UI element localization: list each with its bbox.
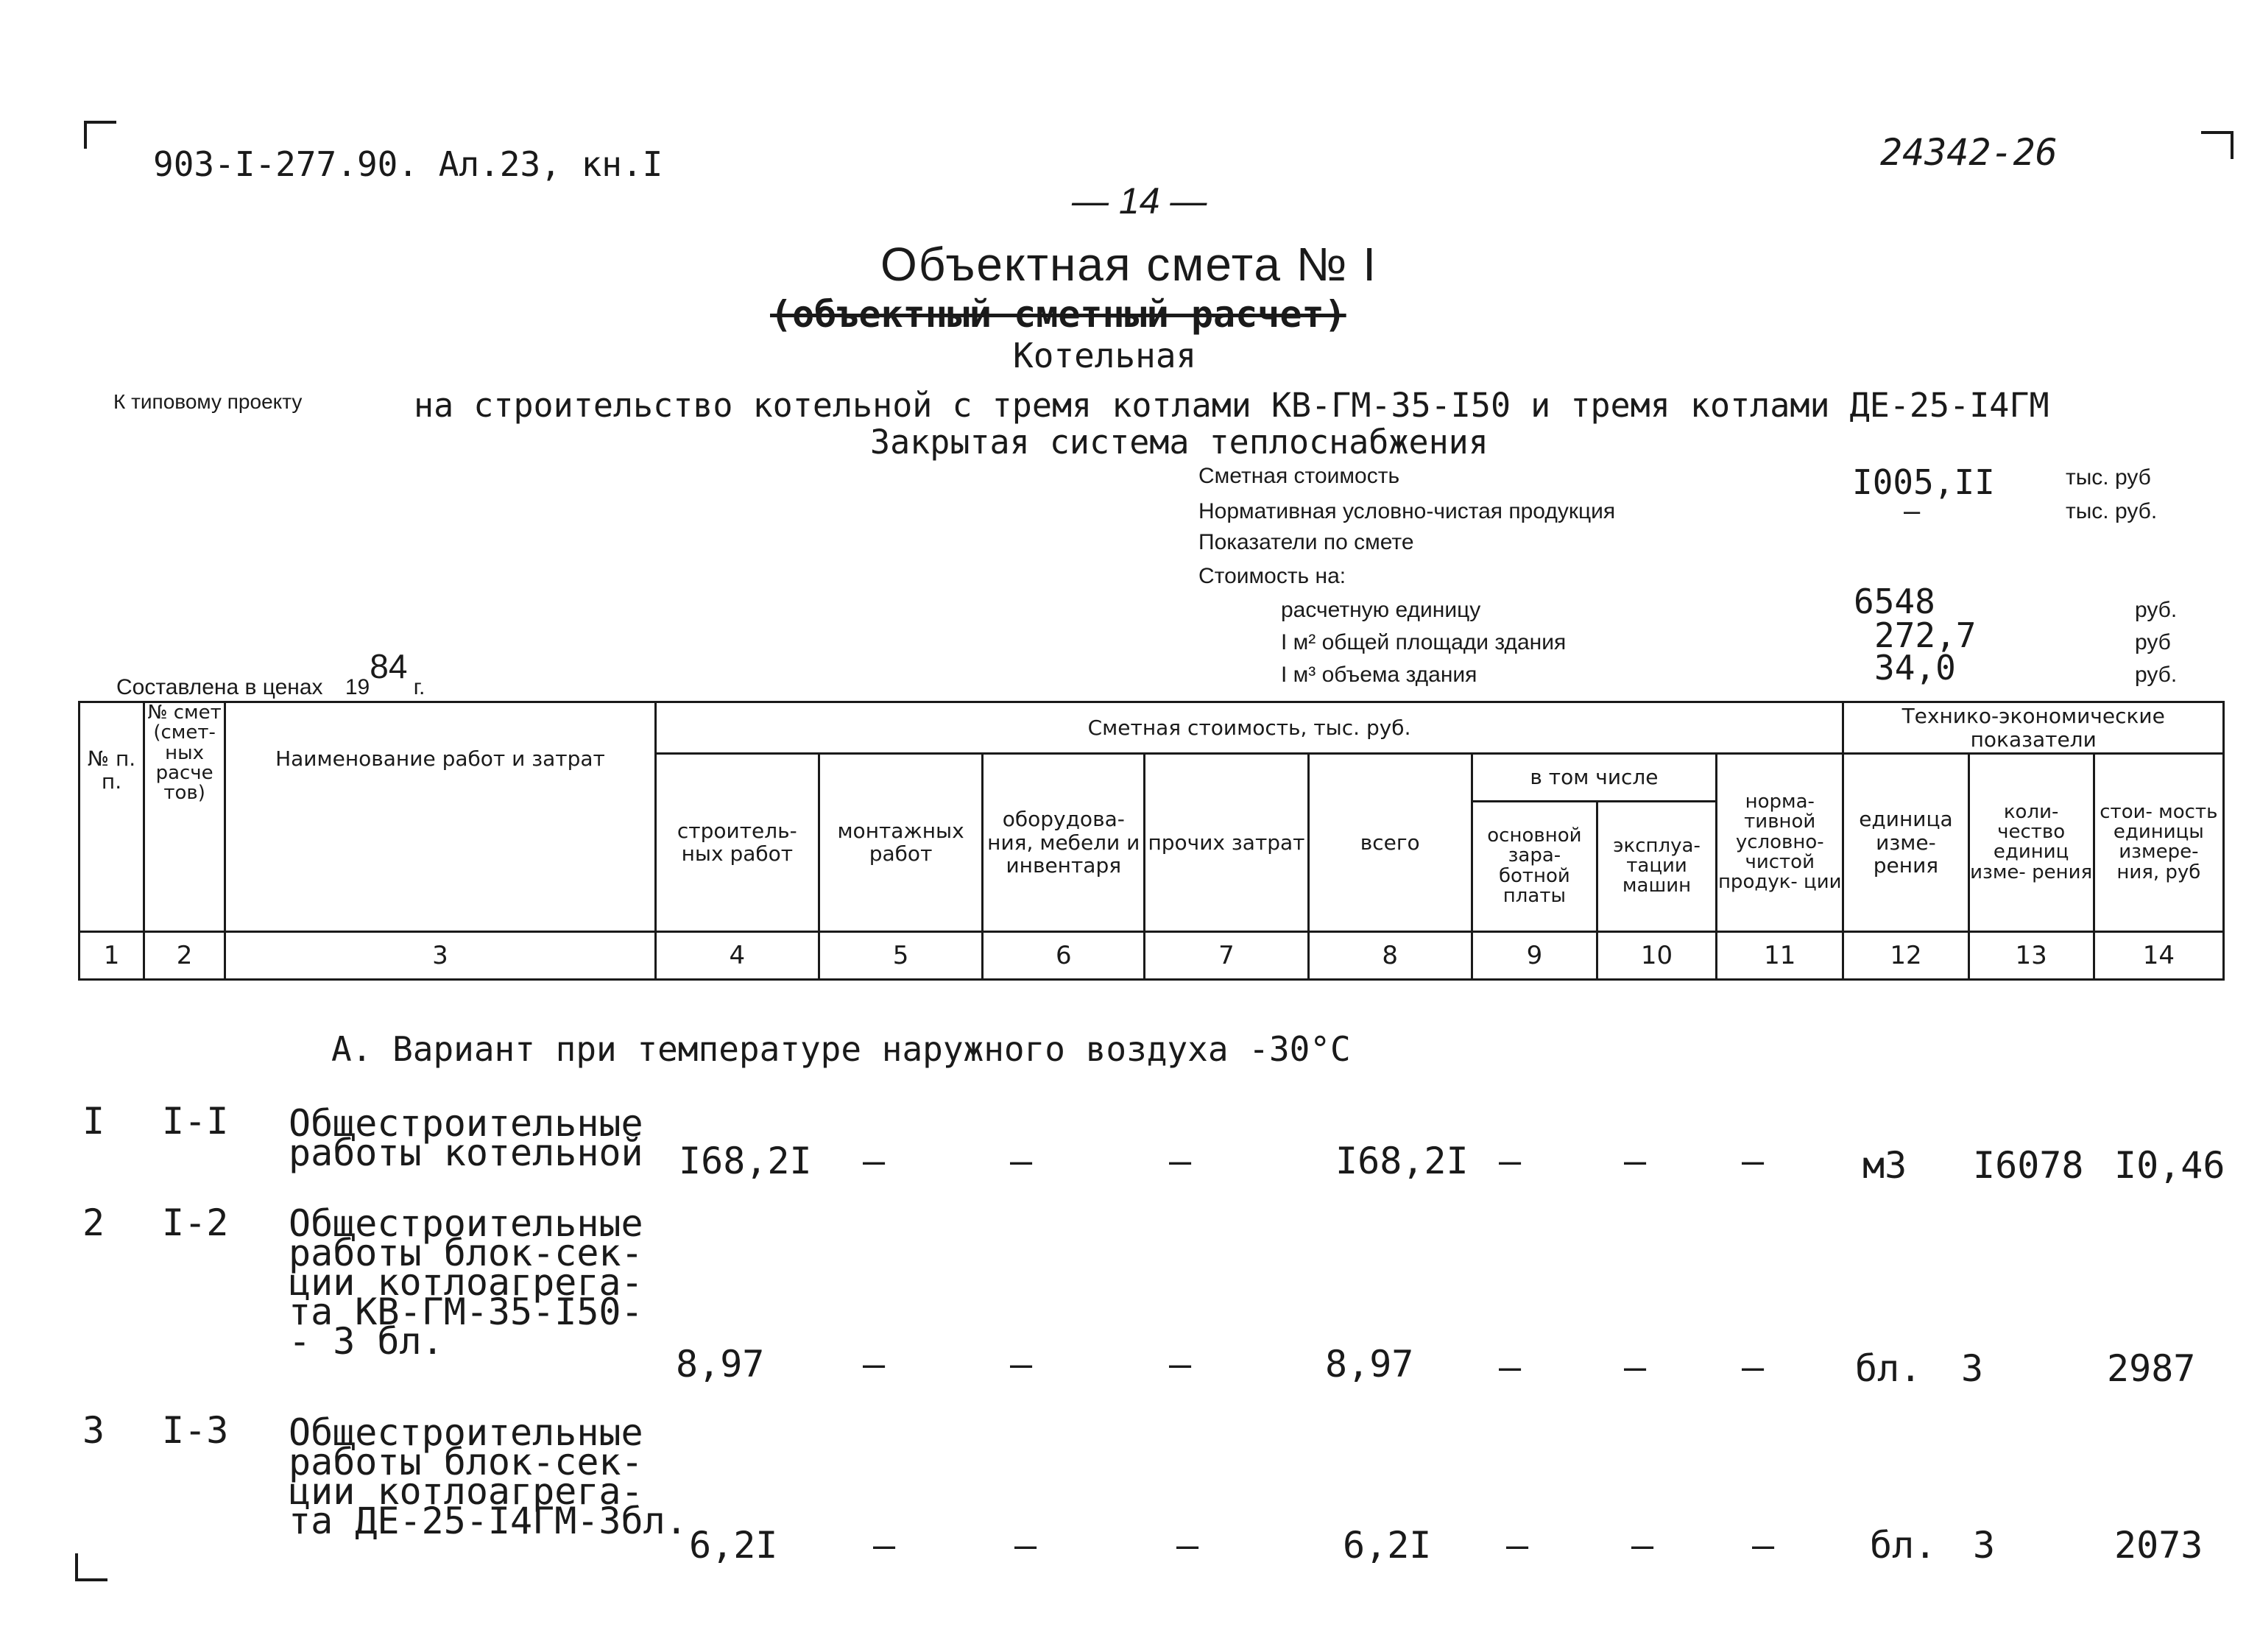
doc-code: 903-I-277.90. Ал.23, кн.I [153, 144, 663, 184]
project-name: на строительство котельной с тремя котлами КВ-ГМ-35-I50 и тремя котлами ДЕ-25-I4ГМ [414, 386, 2049, 425]
col-number-cell: 11 [1717, 931, 1843, 979]
col-group-estimated-cost: Сметная стоимость, тыс. руб. [655, 702, 1843, 754]
corner-mark-top-left [84, 121, 116, 149]
row-number: 2 [82, 1201, 105, 1244]
row-other: – [1169, 1140, 1192, 1182]
col-number-cell: 13 [1968, 931, 2094, 979]
prices-label: Составлена в ценах [116, 675, 323, 699]
row-number: 3 [82, 1409, 105, 1452]
row-other: – [1169, 1343, 1192, 1386]
col-header-construction: строитель- ных работ [655, 754, 819, 931]
col-number-cell: 6 [983, 931, 1145, 979]
col-number-cell: 1 [80, 931, 144, 979]
col-subgroup-including: в том числе [1472, 754, 1716, 801]
object-name: Котельная [1013, 336, 1197, 375]
per-unit-unit: руб. [2135, 598, 2178, 622]
col-header-work-name: Наименование работ и затрат [225, 702, 656, 932]
prices-year-prefix: 19 [345, 675, 370, 699]
prices-year-suffix: 84 [370, 647, 408, 685]
indicators-label: Показатели по смете [1198, 530, 1414, 554]
section-title: А. Вариант при температуре наружного воздуха -30°С [331, 1029, 1351, 1069]
row-wages: – [1499, 1346, 1522, 1388]
per-unit-label: расчетную единицу [1281, 598, 1481, 622]
corner-mark-bottom-left [75, 1553, 107, 1581]
col-header-row-number: № п. п. [80, 702, 144, 932]
col-header-total: всего [1308, 754, 1472, 931]
normative-value: – [1904, 495, 1921, 527]
row-total: 8,97 [1325, 1343, 1414, 1386]
cost-per-label: Стоимость на: [1198, 564, 1346, 588]
row-equipment: – [1010, 1140, 1033, 1182]
col-header-normative: норма- тивной условно- чистой продук- ции [1717, 754, 1843, 931]
estimated-cost-label: Сметная стоимость [1198, 464, 1400, 488]
row-machines: – [1624, 1346, 1647, 1388]
row-unit: м3 [1862, 1144, 1907, 1187]
row-construction: 8,97 [676, 1343, 765, 1386]
row-work-name: Общестроительные работы блок-сек- ции котлоагрега- та ДЕ-25-I4ГМ-3бл. [289, 1411, 688, 1542]
project-label: К типовому проекту [113, 390, 303, 413]
col-number-cell: 10 [1597, 931, 1716, 979]
row-normative: – [1742, 1140, 1765, 1182]
row-total: I68,2I [1335, 1140, 1469, 1182]
row-assembly: – [863, 1140, 886, 1182]
row-construction: I68,2I [679, 1140, 812, 1182]
row-ref: I-I [162, 1100, 229, 1143]
col-number-cell: 4 [655, 931, 819, 979]
row-assembly: – [873, 1524, 896, 1567]
col-number-cell: 3 [225, 931, 656, 979]
row-wages: – [1506, 1524, 1529, 1567]
struck-subtitle: (объектный сметный расчет) [770, 293, 1346, 336]
row-quantity: I6078 [1973, 1144, 2084, 1187]
per-m3-value: 34,0 [1874, 648, 1956, 688]
col-header-other: прочих затрат [1145, 754, 1308, 931]
estimated-cost-value: I005,II [1852, 462, 1995, 502]
col-header-unit-cost: стои- мость единицы измере- ния, руб [2094, 754, 2223, 931]
prices-year-unit: г. [413, 675, 425, 699]
row-equipment: – [1010, 1343, 1033, 1386]
inventory-number: 24342-26 [1880, 131, 2058, 174]
col-header-quantity: коли- чество единиц изме- рения [1968, 754, 2094, 931]
row-work-name: Общестроительные работы котельной [289, 1102, 643, 1174]
document-title: Объектная смета № I [880, 238, 1377, 291]
col-header-estimate-number: № смет (смет- ных расче тов) [144, 702, 225, 932]
row-other: – [1176, 1524, 1199, 1567]
col-number-cell: 8 [1308, 931, 1472, 979]
col-header-unit: единица изме- рения [1843, 754, 1968, 931]
per-m2-value: 272,7 [1874, 615, 1977, 655]
page-number: — 14 — [1072, 180, 1207, 222]
row-unit-cost: 2987 [2107, 1347, 2196, 1390]
row-quantity: 3 [1973, 1524, 1996, 1567]
per-m3-unit: руб. [2135, 663, 2178, 687]
row-total: 6,2I [1343, 1524, 1432, 1567]
row-number: I [82, 1100, 105, 1143]
row-work-name: Общестроительные работы блок-сек- ции котлоагрега- та КВ-ГМ-35-I50- - 3 бл. [289, 1202, 643, 1363]
per-m2-unit: руб [2135, 630, 2171, 654]
col-header-machines: эксплуа- тации машин [1597, 801, 1716, 931]
row-quantity: 3 [1961, 1347, 1984, 1390]
per-m3-label: I м³ объема здания [1281, 663, 1477, 687]
row-ref: I-2 [162, 1201, 229, 1244]
row-equipment: – [1014, 1524, 1037, 1567]
row-construction: 6,2I [689, 1524, 778, 1567]
row-unit-cost: 2073 [2114, 1524, 2203, 1567]
col-header-wages: основной зара- ботной платы [1472, 801, 1597, 931]
per-unit-value: 6548 [1854, 582, 1935, 621]
col-group-tech-indicators: Технико-экономические показатели [1843, 702, 2224, 754]
col-number-cell: 7 [1145, 931, 1308, 979]
project-system: Закрытая система теплоснабжения [870, 423, 1489, 462]
row-unit: бл. [1870, 1524, 1937, 1567]
col-number-cell: 12 [1843, 931, 1968, 979]
row-normative: – [1752, 1524, 1775, 1567]
row-normative: – [1742, 1346, 1765, 1388]
estimate-table-header [78, 701, 2225, 981]
row-machines: – [1624, 1140, 1647, 1182]
row-ref: I-3 [162, 1409, 229, 1452]
row-wages: – [1499, 1140, 1522, 1182]
row-unit-cost: I0,46 [2114, 1144, 2225, 1187]
col-header-equipment: оборудова- ния, мебели и инвентаря [983, 754, 1145, 931]
col-number-cell: 14 [2094, 931, 2223, 979]
row-assembly: – [863, 1343, 886, 1386]
col-header-assembly: монтажных работ [819, 754, 982, 931]
row-unit: бл. [1855, 1347, 1922, 1390]
col-number-cell: 5 [819, 931, 982, 979]
normative-unit: тыс. руб. [2066, 499, 2158, 523]
row-machines: – [1631, 1524, 1654, 1567]
estimated-cost-unit: тыс. руб [2066, 465, 2151, 490]
prices-line [116, 646, 425, 699]
per-m2-label: I м² общей площади здания [1281, 630, 1567, 654]
col-number-cell: 2 [144, 931, 225, 979]
corner-mark-top-right [2201, 131, 2233, 159]
col-number-cell: 9 [1472, 931, 1597, 979]
normative-label: Нормативная условно-чистая продукция [1198, 499, 1616, 523]
